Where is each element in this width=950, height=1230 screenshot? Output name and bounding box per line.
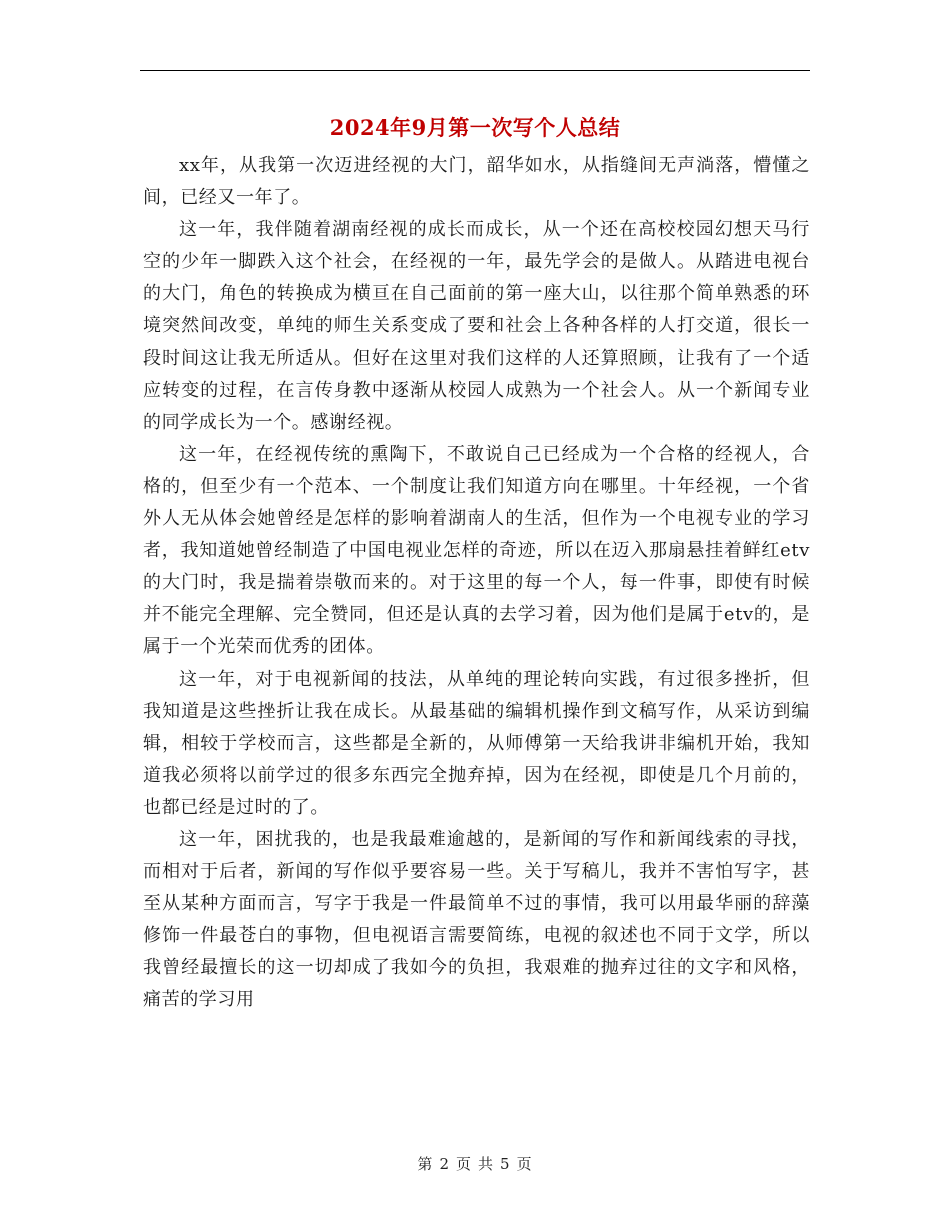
paragraph: 这一年，在经视传统的熏陶下，不敢说自己已经成为一个合格的经视人，合格的，但至少有一个范本、一个制度让我们知道方向在哪里。十年经视，一个省外人无从体会她曾经是怎样的影响着湖南人的生活，但作为一个电视专业的学习者，我知道她曾经制造了中国电视业怎样的奇迹，所以在迈入那扇悬挂着鲜红etv的大门时，我是揣着崇敬而来的。对于这里的每一个人，每一件事，即使有时候并不能完全理解、完全赞同，但还是认真的去学习着，因为他们是属于etv的，是属于一个光荣而优秀的团体。 bbox=[143, 443, 810, 658]
footer-total-word: 共 bbox=[478, 1155, 495, 1173]
document-body bbox=[143, 150, 810, 1017]
paragraph: 这一年，对于电视新闻的技法，从单纯的理论转向实践，有过很多挫折，但我知道是这些挫折让我在成长。从最基础的编辑机操作到文稿写作，从采访到编辑，相较于学校而言，这些都是全新的，从师傅第一天给我讲非编机开始，我知道我必须将以前学过的很多东西完全抛弃掉，因为在经视，即使是几个月前的，也都已经是过时的了。 bbox=[143, 668, 810, 818]
footer-prefix: 第 bbox=[417, 1155, 434, 1173]
footer-suffix: 页 bbox=[516, 1155, 533, 1173]
footer-total-pages: 5 bbox=[500, 1155, 511, 1173]
page-footer bbox=[0, 1153, 950, 1174]
page-title: 2024年9月第一次写个人总结 bbox=[329, 115, 621, 140]
paragraph: 这一年，困扰我的，也是我最难逾越的，是新闻的写作和新闻线索的寻找，而相对于后者，新闻的写作似乎要容易一些。关于写稿儿，我并不害怕写字，甚至从某种方面而言，写字于我是一件最简单不过的事情，我可以用最华丽的辞藻修饰一件最苍白的事物，但电视语言需要简练，电视的叙述也不同于文学，所以我曾经最擅长的这一切却成了我如今的负担，我艰难的抛弃过往的文字和风格，痛苦的学习用 bbox=[143, 828, 810, 1011]
footer-page-word: 页 bbox=[455, 1155, 472, 1173]
paragraph: xx年，从我第一次迈进经视的大门，韶华如水，从指缝间无声淌落，懵懂之间，已经又一年了。 bbox=[143, 155, 810, 209]
footer-current-page: 2 bbox=[439, 1155, 450, 1173]
header-rule bbox=[140, 70, 810, 71]
paragraph: 这一年，我伴随着湖南经视的成长而成长，从一个还在高校校园幻想天马行空的少年一脚跌入这个社会，在经视的一年，最先学会的是做人。从踏进电视台的大门，角色的转换成为横亘在自己面前的第一座大山，以往那个简单熟悉的环境突然间改变，单纯的师生关系变成了要和社会上各种各样的人打交道，很长一段时间这让我无所适从。但好在这里对我们这样的人还算照顾，让我有了一个适应转变的过程，在言传身教中逐渐从校园人成熟为一个社会人。从一个新闻专业的同学成长为一个。感谢经视。 bbox=[143, 219, 810, 433]
